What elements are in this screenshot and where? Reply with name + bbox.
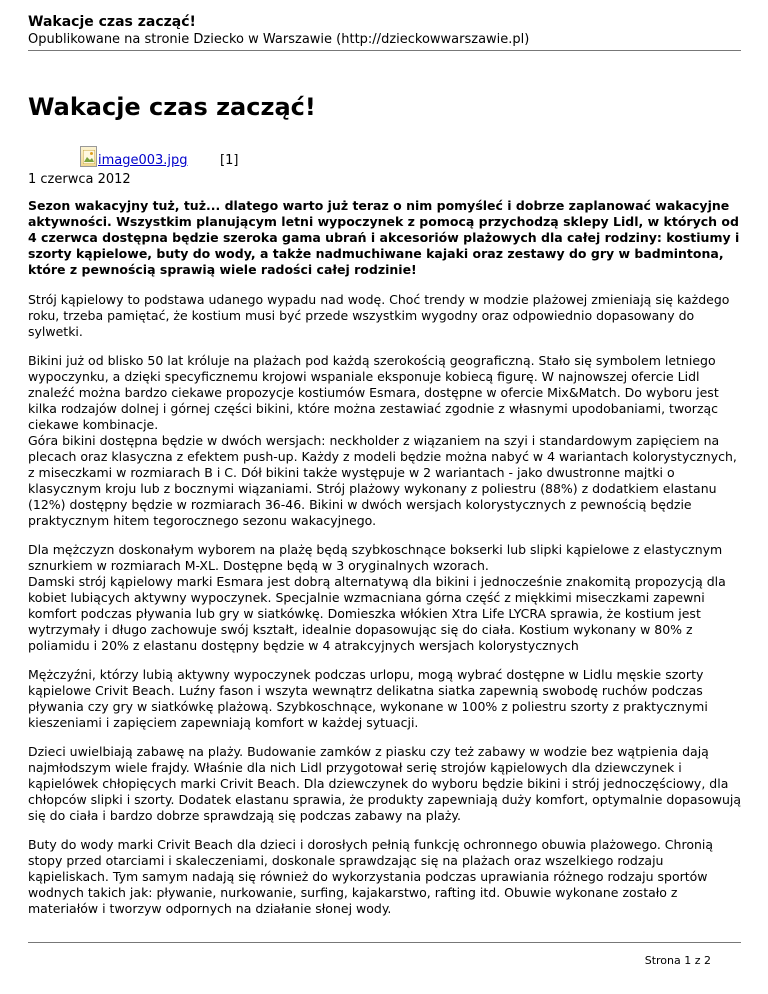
body-paragraph: Strój kąpielowy to podstawa udanego wypadu nad wodę. Choć trendy w modzie plażowej zmieniają się każdego roku, trzeba pamiętać, że kostium musi być przede wszystkim wygodny oraz odpowiednio dopasowany do sylwetki. <box>28 292 730 339</box>
footer-divider <box>28 942 741 943</box>
body-paragraph: Dla mężczyzn doskonałym wyborem na plażę będą szybkoschnące bokserki lub slipki kąpielowe z elastycznym sznurkiem w rozmiarach M-XL. Dostępne będą w 3 oryginalnych wzorach. Damski strój kąpielowy marki Esmara jest dobrą alternatywą dla bikini i jednocześnie znakomitą propozycją dla kobiet lubiących aktywny wypoczynek. Specjalnie wzmacniana górna część z miękkimi miseczkami zapewni komfort podczas pływania lub gry w siatkówkę. Domieszka włókien Xtra Life LYCRA sprawia, że kostium jest wytrzymały i długo zachowuje swój kształt, idealnie dopasowując się do ciała. Kostium wykonany w 80% z poliamidu i 20% z elastanu dostępny będzie w 4 atrakcyjnych wersjach kolorystycznych <box>28 542 726 653</box>
image-reference: [1] <box>220 153 239 168</box>
body-paragraph: Dzieci uwielbiają zabawę na plaży. Budowanie zamków z piasku czy też zabawy w wodzie bez wątpienia dają najmłodszym wiele frajdy. Właśnie dla nich Lidl przygotował serię strojów kąpielowych dla dziewczynek i kąpielówek chłopięcych marki Crivit Beach. Dla dziewczynek do wyboru będzie bikini i strój jednoczęściowy, dla chłopców slipki i szorty. Dodatek elastanu sprawia, że produkty zapewniają duży komfort, optymalnie dopasowują się do ciała i bardzo dobrze sprawdzają się podczas zabawy na plaży. <box>28 744 742 823</box>
body-paragraph: Buty do wody marki Crivit Beach dla dzieci i dorosłych pełnią funkcję ochronnego obuwia plażowego. Chronią stopy przed otarciami i skaleczeniami, doskonale sprawdzając się na plażach oraz wszelkiego rodzaju kąpieliskach. Tym samym nadają się również do wykorzystania podczas uprawiania różnego rodzaju sportów wodnych takich jak: pływanie, nurkowanie, surfing, kajakarstwo, rafting itd. Obuwie wykonane zostało z materiałów i tworzyw odpornych na działanie słonej wody. <box>28 837 714 916</box>
image-file-icon[interactable] <box>80 146 97 167</box>
article-body <box>28 198 741 930</box>
body-paragraph: Bikini już od blisko 50 lat króluje na plażach pod każdą szerokością geograficzną. Stało się symbolem letniego wypoczynku, a dzięki specyficznemu krojowi wspaniale eksponuje kobiecą figurę. W najnowszej ofercie Lidl znaleźć można bardzo ciekawe propozycje kostiumów Esmara, dostępne w ofercie Mix&Match. Do wyboru jest kilka rodzajów dolnej i górnej części bikini, które można zestawiać zgodnie z własnymi upodobaniami, tworząc ciekawe kombinacje. Góra bikini dostępna będzie w dwóch wersjach: neckholder z wiązaniem na szyi i standardowym zapięciem na plecach oraz klasyczna z efektem push-up. Każdy z modeli będzie można nabyć w 4 wariantach kolorystycznych, z miseczkami w rozmiarach B i C. Dół bikini także występuje w 2 wariantach - jako dwustronne majtki o klasycznym kroju lub z bocznymi wiązaniami. Strój plażowy wykonany z poliestru (88%) z dodatkiem elastanu (12%) dostępny będzie w rozmiarach 36-46. Bikini w dwóch wersjach kolorystycznych z pewnością będzie praktycznym hitem tegorocznego sezonu wakacyjnego. <box>28 353 737 528</box>
publish-date: 1 czerwca 2012 <box>28 172 131 187</box>
paragraph-list <box>28 292 741 917</box>
lead-paragraph: Sezon wakacyjny tuż, tuż... dlatego warto już teraz o nim pomyśleć i dobrze zaplanować wakacyjne aktywności. Wszystkim planującym letni wypoczynek z pomocą przychodzą sklepy Lidl, w których od 4 czerwca dostępna będzie szeroka gama ubrań i akcesoriów plażowych dla całej rodziny: kostiumy i szorty kąpielowe, buty do wody, a także nadmuchiwane kajaki oraz zestawy do gry w badmintona, które z pewnością sprawią wiele radości całej rodzinie! <box>28 198 740 277</box>
image-link[interactable]: image003.jpg <box>98 153 188 168</box>
document-page <box>28 0 741 994</box>
page-number: Strona 1 z 2 <box>644 954 711 967</box>
header-title: Wakacje czas zacząć! <box>28 14 196 30</box>
header-divider <box>28 50 741 51</box>
body-paragraph: Mężczyźni, którzy lubią aktywny wypoczynek podczas urlopu, mogą wybrać dostępne w Lidlu męskie szorty kąpielowe Crivit Beach. Luźny fason i wszyta wewnątrz delikatna siatka zapewnią swobodę ruchów podczas pływania czy gry w siatkówkę plażową. Szybkoschnące, wykonane w 100% z poliestru szorty z praktycznymi kieszeniami i zapięciem zapewniają komfort w każdej sytuacji. <box>28 667 708 730</box>
header-subtitle: Opublikowane na stronie Dziecko w Warszawie (http://dzieckowwarszawie.pl) <box>28 32 530 47</box>
article-title: Wakacje czas zacząć! <box>28 93 316 121</box>
